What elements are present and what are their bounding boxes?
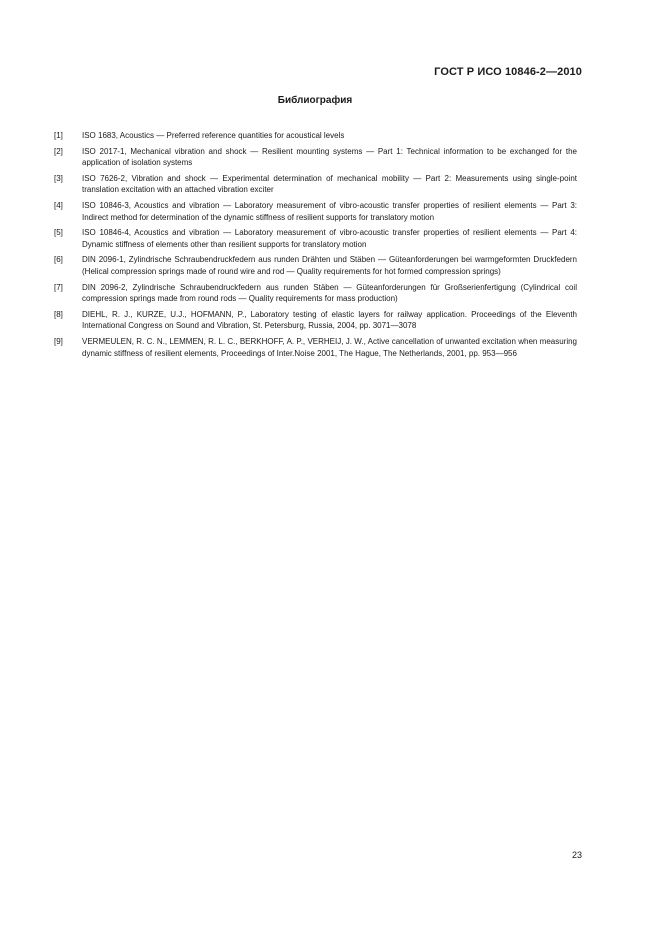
- entry-number: [2]: [54, 146, 63, 156]
- entry-number: [9]: [54, 336, 63, 346]
- entry-text: ISO 10846-3, Acoustics and vibration — Laboratory measurement of vibro-acoustic transfer properties of resilient elements — Part 3: Indirect method for determination of the dynamic stiffness of resilient supports for translatory motion: [82, 200, 577, 222]
- entry-number: [4]: [54, 200, 63, 210]
- entry-text: DIN 2096-1, Zylindrische Schraubendruckfedern aus runden Drähten und Stäben — Güteanforderungen bei warmgeformten Druckfedern (Helical compression springs made of round wire and rod — Quality requirements for hot formed compression springs): [82, 255, 577, 276]
- bibliography-entry: [54, 254, 577, 277]
- entry-number: [8]: [54, 309, 63, 319]
- entry-text: VERMEULEN, R. C. N., LEMMEN, R. L. C., BERKHOFF, A. P., VERHEIJ, J. W., Active cancellation of unwanted excitation when measuring dynamic stiffness of resilient elements, Proceedings of Inter.Noise 2001, The Hague, The Netherlands, 2001, pp. 953—956: [82, 336, 577, 358]
- bibliography-entry: [54, 130, 577, 142]
- entry-text: ISO 1683, Acoustics — Preferred reference quantities for acoustical levels: [82, 131, 345, 140]
- entry-text: DIN 2096-2, Zylindrische Schraubendruckfedern aus runden Stäben — Güteanforderungen für Großserienfertigung (Cylindrical coil compression springs made from round rods — Quality requirements for mass production): [82, 282, 577, 304]
- entry-number: [6]: [54, 255, 63, 265]
- entry-number: [7]: [54, 282, 63, 292]
- entry-number: [1]: [54, 131, 63, 140]
- bibliography-entry: [54, 200, 577, 223]
- entry-text: ISO 7626-2, Vibration and shock — Experimental determination of mechanical mobility — Part 2: Measurements using single-point translation excitation with an attached vibration exciter: [82, 173, 577, 195]
- entry-text: ISO 2017-1, Mechanical vibration and shock — Resilient mounting systems — Part 1: Technical information to be exchanged for the application of isolation systems: [82, 146, 577, 168]
- page-number: 23: [571, 850, 582, 860]
- entry-text: ISO 10846-4, Acoustics and vibration — Laboratory measurement of vibro-acoustic transfer properties of resilient elements — Part 4: Dynamic stiffness of elements other than resilient supports for translatory motion: [82, 228, 577, 249]
- bibliography-entry: [54, 309, 577, 332]
- bibliography-entry: [54, 227, 577, 250]
- bibliography-entry: [54, 282, 577, 305]
- bibliography-entry: [54, 173, 577, 196]
- section-title: Библиография: [277, 95, 353, 106]
- entry-number: [3]: [54, 173, 63, 183]
- bibliography-list: [54, 130, 577, 363]
- bibliography-entry: [54, 336, 577, 359]
- bibliography-entry: [54, 146, 577, 169]
- entry-text: DIEHL, R. J., KURZE, U.J., HOFMANN, P., Laboratory testing of elastic layers for railway application. Proceedings of the Eleventh International Congress on Sound and Vibration, St. Petersburg, Russia, 2004, pp. 3071—3078: [82, 309, 577, 331]
- document-code: ГОСТ Р ИСО 10846-2—2010: [434, 66, 582, 78]
- entry-number: [5]: [54, 228, 63, 238]
